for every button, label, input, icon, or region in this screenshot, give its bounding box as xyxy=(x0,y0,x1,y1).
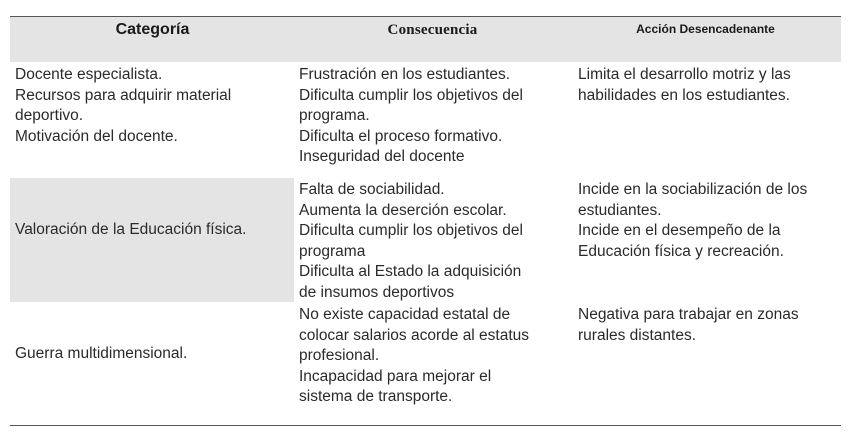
row1-consecuencia-line: Frustración en los estudiantes. xyxy=(299,66,511,83)
header-accion: Acción Desencadenante xyxy=(636,22,775,36)
row3-consecuencia xyxy=(299,305,529,408)
row3-consecuencia-line: colocar salarios acorde al estatus xyxy=(299,326,530,344)
row3-consecuencia-line: No existe capacidad estatal de xyxy=(299,306,511,323)
row3-accion-line: Negativa para trabajar en zonas xyxy=(578,306,799,323)
bottom-rule xyxy=(10,425,841,426)
row1-categoria-line: Recursos para adquirir material xyxy=(15,86,232,104)
row1-categoria-line: deportivo. xyxy=(15,107,84,124)
row3-consecuencia-line: Incapacidad para mejorar el xyxy=(299,367,492,385)
row1-consecuencia-line: programa. xyxy=(299,107,370,124)
row1-consecuencia xyxy=(299,65,523,168)
header-consecuencia: Consecuencia xyxy=(387,21,478,38)
row1-consecuencia-line: Inseguridad del docente xyxy=(299,148,465,165)
row2-accion-line: Incide en la sociabilización de los xyxy=(578,181,808,198)
row2-accion-line: Incide en el desempeño de la xyxy=(578,222,781,239)
row1-consecuencia-line: Dificulta el proceso formativo. xyxy=(299,127,503,145)
row2-accion-line: Educación física y recreación. xyxy=(578,242,784,260)
row2-accion-line: estudiantes. xyxy=(578,201,662,219)
row1-accion-line: Limita el desarrollo motriz y las xyxy=(578,66,791,83)
row2-consecuencia-line: Falta de sociabilidad. xyxy=(299,181,445,198)
row2-consecuencia-line: Dificulta cumplir los objetivos del xyxy=(299,222,523,239)
row2-consecuencia xyxy=(299,180,523,303)
row3-accion xyxy=(578,305,799,346)
row2-consecuencia-line: Dificulta al Estado la adquisición xyxy=(299,263,522,280)
row3-consecuencia-line: profesional. xyxy=(299,347,380,364)
row1-accion-line: habilidades en los estudiantes. xyxy=(578,86,790,104)
header-categoria: Categoría xyxy=(115,21,190,38)
row1-accion xyxy=(578,65,791,106)
row1-categoria-line: Docente especialista. xyxy=(15,66,163,83)
row2-consecuencia-line: programa xyxy=(299,242,366,260)
row2-consecuencia-line: de insumos deportivos xyxy=(299,283,455,301)
row2-consecuencia-line: Aumenta la deserción escolar. xyxy=(299,201,507,219)
row1-consecuencia-line: Dificulta cumplir los objetivos del xyxy=(299,86,523,104)
row1-categoria xyxy=(15,65,231,147)
row2-accion xyxy=(578,180,807,262)
row2-categoria-shading xyxy=(10,178,294,302)
row3-accion-line: rurales distantes. xyxy=(578,326,697,344)
row2-categoria: Valoración de la Educación física. xyxy=(15,221,247,238)
row1-categoria-line: Motivación del docente. xyxy=(15,127,178,145)
row3-consecuencia-line: sistema de transporte. xyxy=(299,388,453,405)
row3-categoria: Guerra multidimensional. xyxy=(15,345,188,362)
